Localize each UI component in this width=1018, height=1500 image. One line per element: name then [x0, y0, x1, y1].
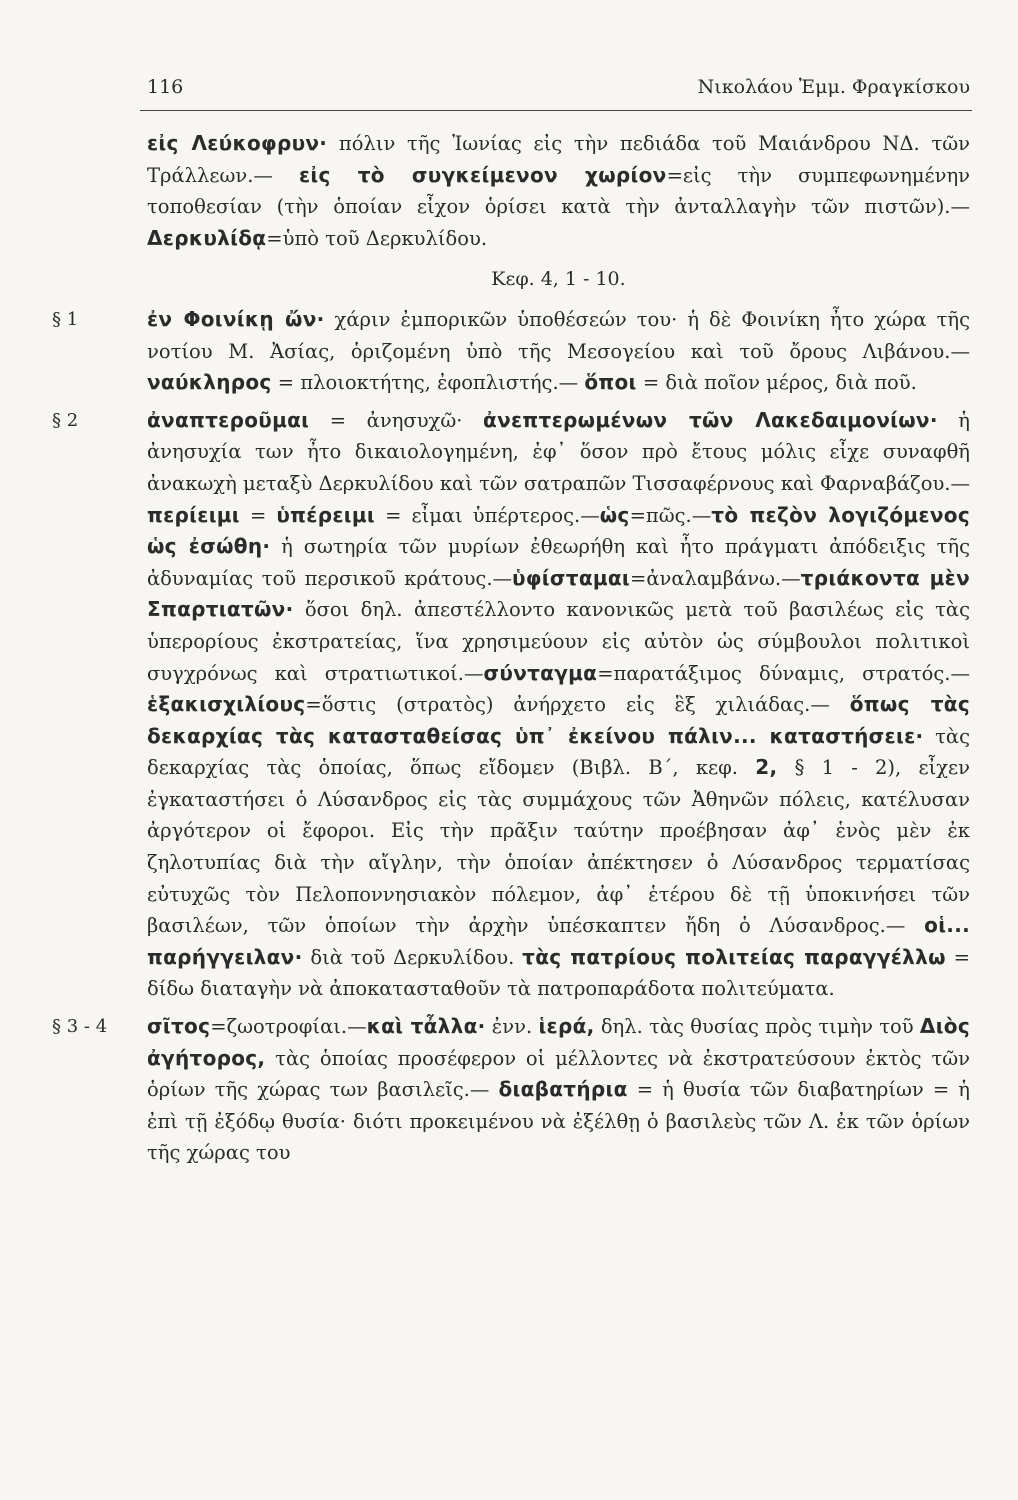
page-number: 116 [147, 76, 184, 98]
gloss: =ζωοτροφίαι.— [210, 1015, 367, 1039]
paragraph-0 [147, 128, 970, 254]
lemma: διαβατήρια [498, 1077, 628, 1102]
lemma: ὅπως τὰς δεκαρχίας τὰς κατασταθείσας ὑπ᾿ ἐκείνου πάλιν... καταστήσειε· [147, 692, 970, 748]
lemma: ναύκληρος [147, 370, 272, 395]
gloss: ἡ σωτηρία τῶν μυρίων ἐθεωρήθη καὶ ἦτο πράγματι ἀπόδειξις τῆς ἀδυναμίας τοῦ περσικοῦ κράτους.— [147, 535, 970, 590]
gloss: = εἶμαι ὑπέρτερος.— [375, 503, 600, 527]
gloss: = διὰ ποῖον μέρος, διὰ ποῦ. [636, 371, 917, 395]
gloss: = [239, 503, 277, 527]
lemma: περίειμι [147, 502, 240, 527]
lemma: τὸ πεζὸν λογιζόμενος ὡς ἐσώθη· [147, 502, 970, 559]
lemma: σῖτος [147, 1014, 211, 1039]
gloss: = ἡ θυσία τῶν διαβατηρίων = ἡ ἐπὶ τῇ ἐξόδῳ θυσία· διότι προκειμένου νὰ ἐξέλθῃ ὁ βασιλεὺς τῶν Λ. ἐκ τῶν ὁρίων τῆς χώρας του [147, 1078, 970, 1165]
lemma: εἰς Λεύκοφρυν· [147, 131, 328, 155]
page-header [147, 76, 970, 98]
lemma: καὶ τἆλλα· [366, 1014, 486, 1039]
gloss: =ἀναλαμβάνω.— [630, 566, 801, 590]
section-marker: § 3 - 4 [52, 1016, 108, 1038]
running-title: Νικολάου Ἐμμ. Φραγκίσκου [697, 76, 970, 98]
gloss: =ὑπὸ τοῦ Δερκυλίδου. [266, 226, 488, 250]
lemma: ὅποι [584, 370, 637, 395]
paragraph-1 [52, 304, 970, 399]
gloss: = δίδω διαταγὴν νὰ ἀποκατασταθοῦν τὰ πατροπαράδοτα πολιτεύματα. [147, 945, 970, 1001]
lemma: 2, [755, 755, 778, 780]
lemma: ἀναπτεροῦμαι [147, 407, 310, 432]
lemma: ἑξακισχιλίους [147, 692, 306, 717]
lemma: σύνταγμα [483, 660, 598, 685]
chapter-heading: Κεφ. 4, 1 - 10. [491, 268, 626, 291]
lemma: ἐν Φοινίκῃ ὤν· [147, 306, 325, 331]
lemma: ἱερά, [538, 1014, 595, 1039]
lemma: ὑφίσταμαι [512, 565, 631, 590]
lemma: ὡς [599, 502, 630, 527]
gloss: =εἰς τὴν συμπεφωνημένην τοποθεσίαν (τὴν ὁποίαν εἶχον ὁρίσει κατὰ τὴν ἀνταλλαγὴν τῶν πιστῶν).— [147, 163, 970, 219]
gloss: τὰς ὁποίας προσέφερον οἱ μέλλοντες νὰ ἐκστρατεύσουν ἐκτὸς τῶν ὁρίων τῆς χώρας των βασιλεῖς.— [147, 1046, 970, 1102]
lemma: οἱ... παρήγγειλαν· [147, 913, 970, 969]
gloss: = ἀνησυχῶ· [309, 408, 484, 432]
lemma: τριάκοντα μὲν Σπαρτιατῶν· [147, 565, 970, 622]
gloss: τὰς δεκαρχίας τὰς ὁποίας, ὅπως εἴδομεν (Βιβλ. Β΄, κεφ. [147, 724, 971, 780]
gloss: ὅσοι δηλ. ἀπεστέλλοντο κανονικῶς μετὰ τοῦ βασιλέως εἰς τὰς ὑπερορίους ἐκστρατείας, ἵνα χρησιμεύουν εἰς αὐτὸν ὡς σύμβουλοι πολιτικοὶ συγχρόνως καὶ στρατιωτικοί.— [147, 598, 970, 685]
lemma: τὰς πατρίους πολιτείας παραγγέλλω [522, 944, 946, 969]
gloss: διὰ τοῦ Δερκυλίδου. [302, 945, 523, 969]
gloss: ἐνν. [485, 1015, 539, 1039]
gloss: χάριν ἐμπορικῶν ὑποθέσεών του· ἡ δὲ Φοινίκη ἦτο χώρα τῆς νοτίου Μ. Ἀσίας, ὁριζομένη ὑπὸ τῆς Μεσογείου καὶ τοῦ ὄρους Λιβάνου.— [147, 307, 970, 363]
commentary-body [52, 128, 971, 1169]
gloss: =πῶς.— [629, 503, 712, 527]
paragraph-3 [52, 1011, 970, 1169]
lemma: ὑπέρειμι [276, 502, 375, 527]
gloss: =παρατάξιμος δύναμις, στρατός.— [597, 661, 971, 685]
gloss: = πλοιοκτήτης, ἐφοπλιστής.— [271, 371, 585, 395]
header-rule [140, 110, 972, 111]
gloss: πόλιν τῆς Ἰωνίας εἰς τὴν πεδιάδα τοῦ Μαιάνδρου ΝΔ. τῶν Τράλλεων.— [147, 132, 971, 187]
gloss: δηλ. τὰς θυσίας πρὸς τιμὴν τοῦ [594, 1015, 920, 1039]
gloss: =ὅστις (στρατὸς) ἀνήρχετο εἰς ἓξ χιλιάδας.— [305, 693, 850, 717]
lemma: εἰς τὸ συγκείμενον χωρίον [298, 162, 667, 187]
lemma: ἀνεπτερωμένων τῶν Λακεδαιμονίων· [483, 407, 938, 432]
gloss: § 1 - 2), εἶχεν ἐγκαταστήσει ὁ Λύσανδρος εἰς τὰς συμμάχους τῶν Ἀθηνῶν πόλεις, κατέλυσαν ἀργότερον οἱ ἔφοροι. Εἰς τὴν πρᾶξιν ταύτην προέβησαν ἀφ᾿ ἑνὸς μὲν ἐκ ζηλοτυπίας διὰ τὴν αἴγλην, τὴν ὁποίαν ἀπέκτησεν ὁ Λύσανδρος τερματίσας εὐτυχῶς τὸν Πελοποννησιακὸν πόλεμον, ἀφ᾿ ἑτέρου δὲ τῇ ὑποκινήσει τῶν βασιλέων, τῶν ὁποίων τὴν ἀρχὴν ὑπέσκαπτεν ἤδη ὁ Λύσανδρος.— [147, 756, 970, 938]
section-marker: § 1 [52, 308, 79, 330]
section-marker: § 2 [52, 409, 79, 431]
gloss: ἡ ἀνησυχία των ἦτο δικαιολογημένη, ἐφ᾿ ὅσον πρὸ ἔτους μόλις εἶχε συναφθῆ ἀνακωχὴ μεταξὺ Δερκυλίδου καὶ τῶν σατραπῶν Τισσαφέρνους καὶ Φαρναβάζου.— [147, 408, 970, 495]
lemma: Διὸς ἀγήτορος, [147, 1014, 970, 1070]
paragraph-2 [52, 405, 971, 1005]
lemma: Δερκυλίδᾳ [147, 225, 267, 250]
